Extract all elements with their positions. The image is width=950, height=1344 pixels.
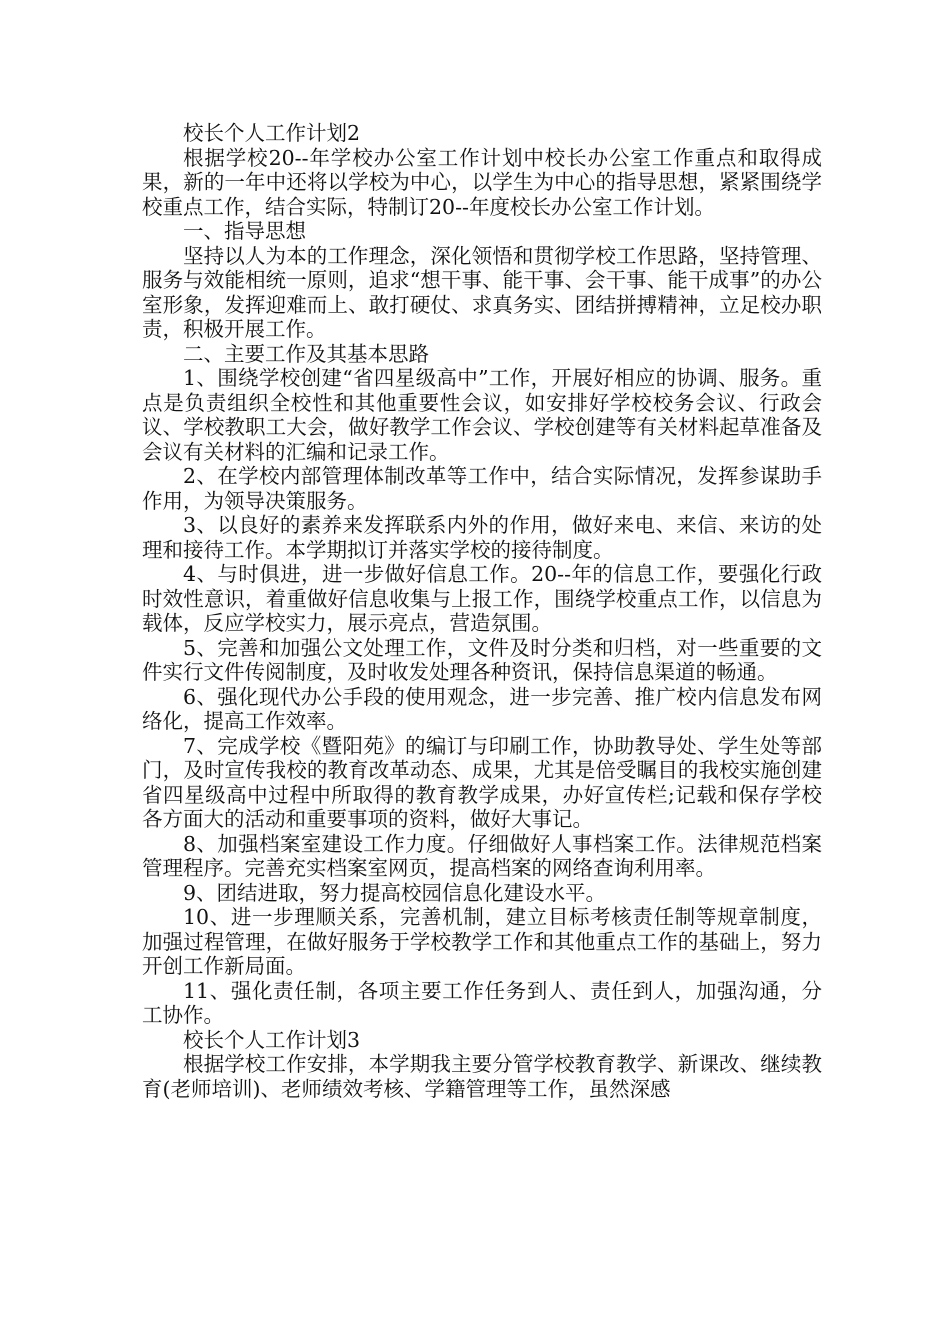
- section-heading: 校长个人工作计划3: [183, 1027, 361, 1052]
- paragraph: 8、加强档案室建设工作力度。仔细做好人事档案工作。法律规范档案管理程序。完善充实档案室网页，提高档案的网络查询利用率。: [142, 831, 822, 880]
- paragraph: 1、围绕学校创建“省四星级高中”工作，开展好相应的协调、服务。重点是负责组织全校性和其他重要性会议，如安排好学校校务会议、行政会议、学校教职工大会，做好教学工作会议、学校创建等有关材料起草准备及会议有关材料的汇编和记录工作。: [142, 366, 822, 464]
- section-heading: 一、指导思想: [183, 219, 306, 243]
- paragraph: 9、团结进取，努力提高校园信息化建设水平。: [183, 880, 607, 905]
- paragraph: 3、以良好的素养来发挥联系内外的作用，做好来电、来信、来访的处理和接待工作。本学期拟订并落实学校的接待制度。: [142, 513, 822, 562]
- document-body: [142, 121, 822, 1101]
- paragraph: 7、完成学校《暨阳苑》的编订与印刷工作，协助教导处、学生处等部门，及时宣传我校的教育改革动态、成果，尤其是倍受瞩目的我校实施创建省四星级高中过程中所取得的教育教学成果，办好宣传栏;记载和保存学校各方面大的活动和重要事项的资料，做好大事记。: [142, 733, 822, 831]
- section-heading: 校长个人工作计划2: [183, 121, 361, 145]
- paragraph: 6、强化现代办公手段的使用观念，进一步完善、推广校内信息发布网络化，提高工作效率。: [142, 684, 822, 733]
- paragraph: 根据学校工作安排，本学期我主要分管学校教育教学、新课改、继续教育(老师培训)、老师绩效考核、学籍管理等工作，虽然深感: [142, 1052, 822, 1101]
- paragraph: 5、完善和加强公文处理工作，文件及时分类和归档，对一些重要的文件实行文件传阅制度，及时收发处理各种资讯，保持信息渠道的畅通。: [142, 635, 822, 684]
- paragraph: 4、与时俱进，进一步做好信息工作。20--年的信息工作，要强化行政时效性意识，着重做好信息收集与上报工作，围绕学校重点工作，以信息为载体，反应学校实力，展示亮点，营造氛围。: [142, 562, 822, 635]
- paragraph: 2、在学校内部管理体制改革等工作中，结合实际情况，发挥参谋助手作用，为领导决策服务。: [142, 464, 822, 513]
- section-heading: 二、主要工作及其基本思路: [183, 341, 429, 366]
- paragraph: 10、进一步理顺关系，完善机制，建立目标考核责任制等规章制度，加强过程管理，在做好服务于学校教学工作和其他重点工作的基础上，努力开创工作新局面。: [142, 905, 822, 978]
- paragraph: 坚持以人为本的工作理念，深化领悟和贯彻学校工作思路，坚持管理、服务与效能相统一原则，追求“想干事、能干事、会干事、能干成事”的办公室形象，发挥迎难而上、敢打硬仗、求真务实、团结拼搏精神，立足校办职责，积极开展工作。: [142, 243, 822, 341]
- paragraph: 根据学校20--年学校办公室工作计划中校长办公室工作重点和取得成果，新的一年中还将以学校为中心，以学生为中心的指导思想，紧紧围绕学校重点工作，结合实际，特制订20--年度校长办公室工作计划。: [142, 145, 822, 219]
- paragraph: 11、强化责任制，各项主要工作任务到人、责任到人，加强沟通，分工协作。: [142, 978, 822, 1027]
